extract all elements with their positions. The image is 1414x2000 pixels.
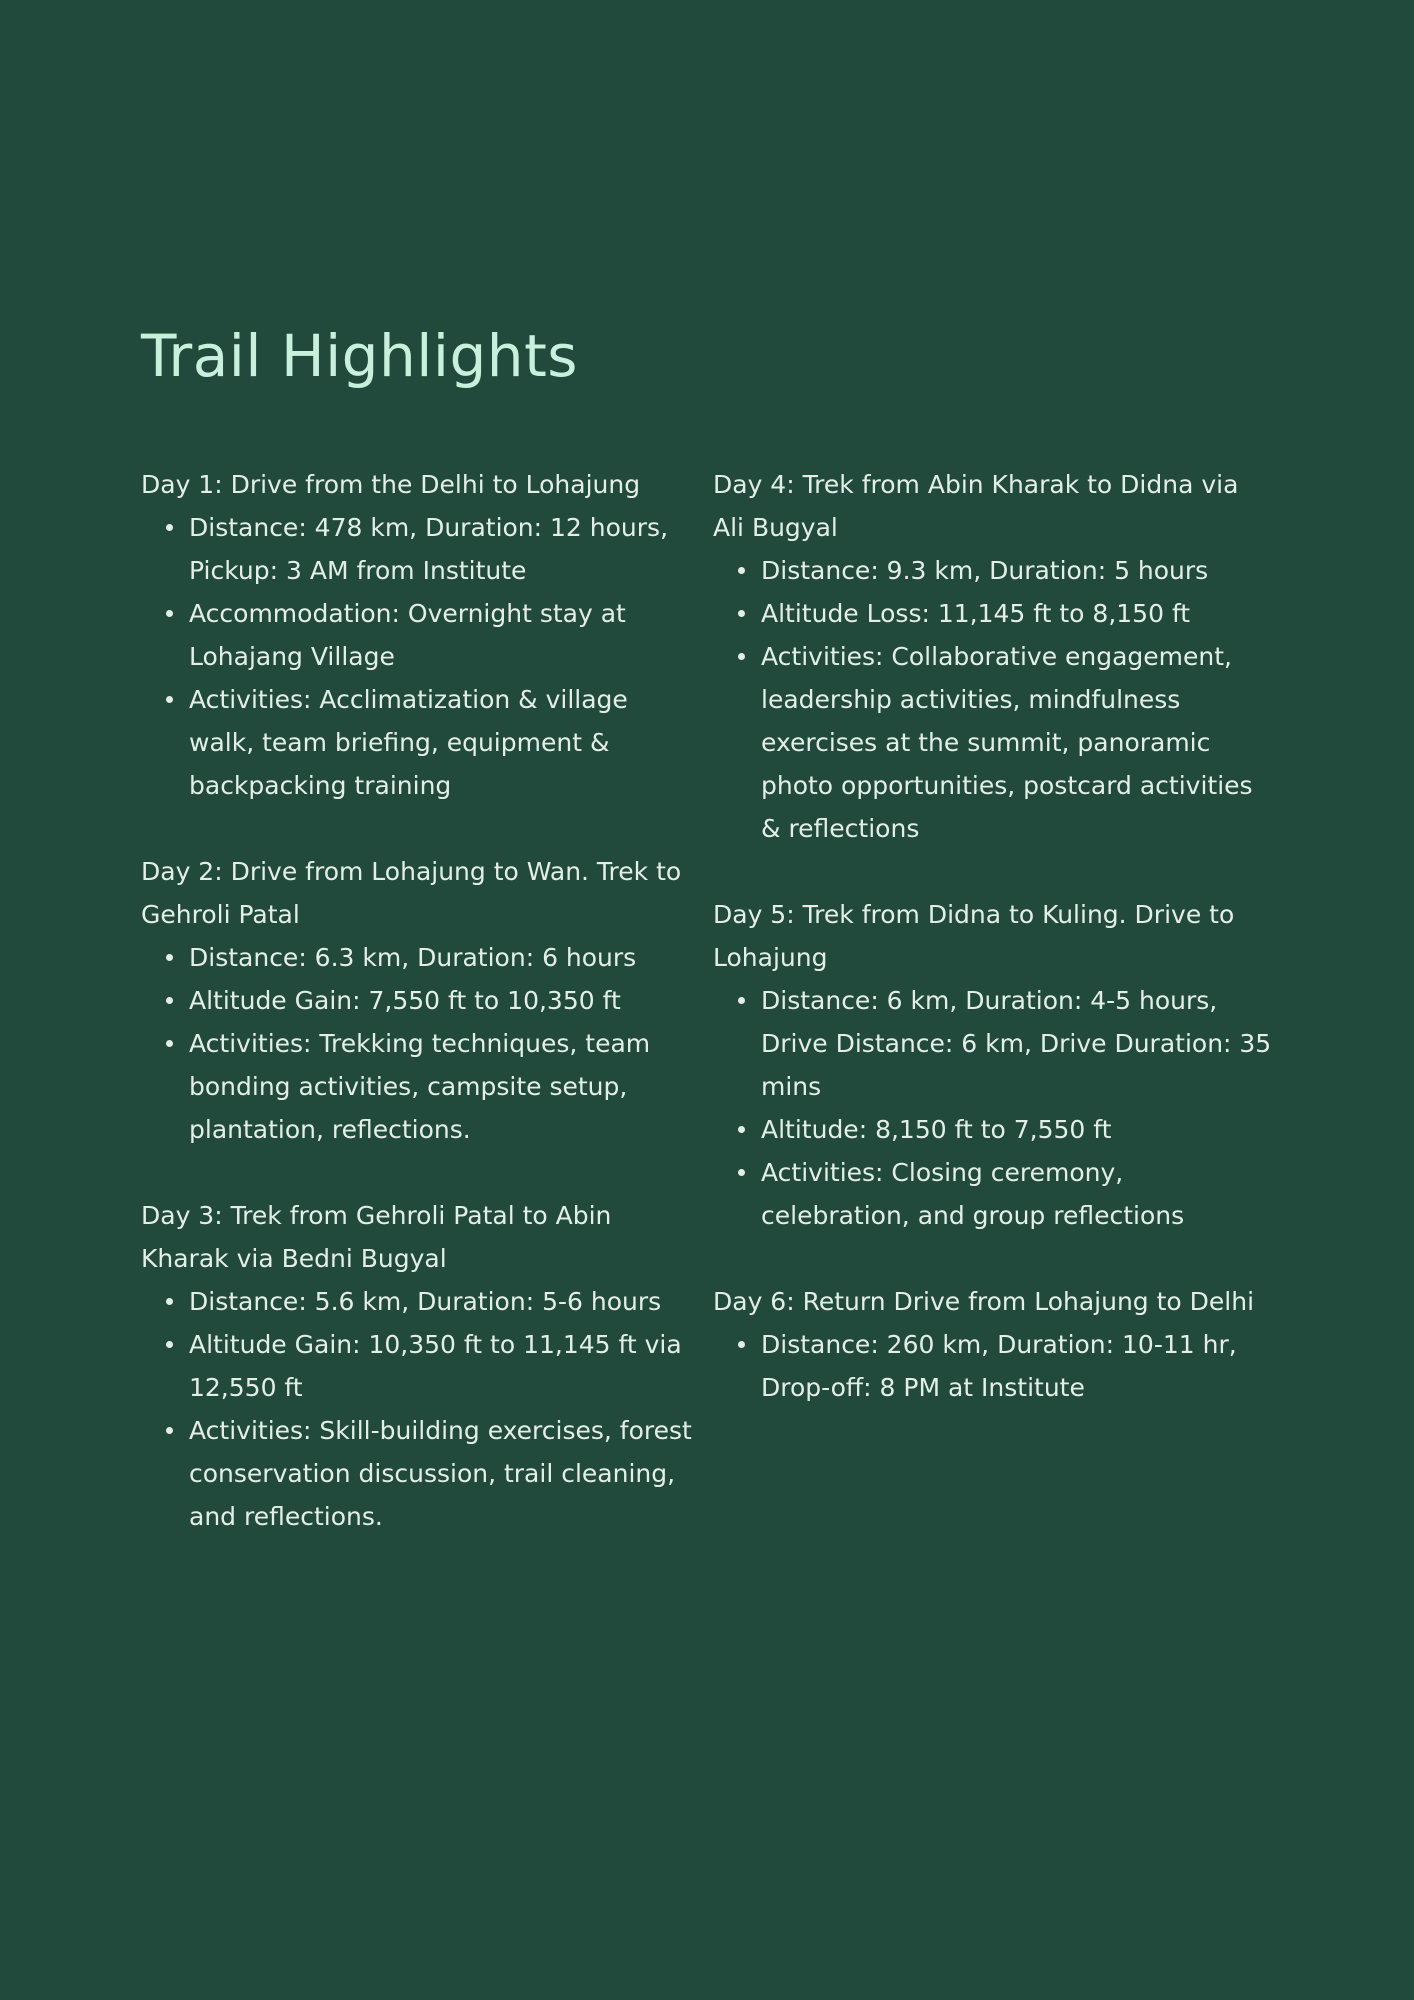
list-item: Activities: Acclimatization & village walk, team briefing, equipment & backpacking training: [189, 678, 693, 807]
day-6-block: [713, 1280, 1273, 1409]
itinerary-column-left: [141, 463, 693, 1581]
day-5-list: [713, 979, 1273, 1237]
list-item: Altitude Gain: 10,350 ft to 11,145 ft via 12,550 ft: [189, 1323, 693, 1409]
page-title: Trail Highlights: [141, 322, 579, 390]
day-2-block: [141, 850, 693, 1151]
list-item: Activities: Skill-building exercises, forest conservation discussion, trail cleaning, and reflections.: [189, 1409, 693, 1538]
list-item: Activities: Closing ceremony, celebration, and group reflections: [761, 1151, 1273, 1237]
list-item: Distance: 5.6 km, Duration: 5-6 hours: [189, 1280, 693, 1323]
day-4-heading: Day 4: Trek from Abin Kharak to Didna via Ali Bugyal: [713, 470, 1239, 542]
day-1-block: [141, 463, 693, 807]
day-5-heading: Day 5: Trek from Didna to Kuling. Drive to Lohajung: [713, 900, 1235, 972]
day-5-block: [713, 893, 1273, 1237]
day-3-list: [141, 1280, 693, 1538]
list-item: Distance: 6.3 km, Duration: 6 hours: [189, 936, 693, 979]
day-4-list: [713, 549, 1273, 850]
list-item: Altitude Gain: 7,550 ft to 10,350 ft: [189, 979, 693, 1022]
list-item: Activities: Trekking techniques, team bonding activities, campsite setup, plantation, reflections.: [189, 1022, 693, 1151]
list-item: Altitude Loss: 11,145 ft to 8,150 ft: [761, 592, 1273, 635]
day-1-heading: Day 1: Drive from the Delhi to Lohajung: [141, 470, 641, 499]
list-item: Altitude: 8,150 ft to 7,550 ft: [761, 1108, 1273, 1151]
day-1-list: [141, 506, 693, 807]
day-3-heading: Day 3: Trek from Gehroli Patal to Abin Kharak via Bedni Bugyal: [141, 1201, 612, 1273]
day-6-list: [713, 1323, 1273, 1409]
itinerary-column-right: [713, 463, 1273, 1452]
day-2-heading: Day 2: Drive from Lohajung to Wan. Trek to Gehroli Patal: [141, 857, 682, 929]
day-6-heading: Day 6: Return Drive from Lohajung to Delhi: [713, 1287, 1255, 1316]
list-item: Distance: 260 km, Duration: 10-11 hr, Drop-off: 8 PM at Institute: [761, 1323, 1273, 1409]
day-3-block: [141, 1194, 693, 1538]
list-item: Distance: 478 km, Duration: 12 hours, Pickup: 3 AM from Institute: [189, 506, 693, 592]
day-2-list: [141, 936, 693, 1151]
list-item: Distance: 6 km, Duration: 4-5 hours, Drive Distance: 6 km, Drive Duration: 35 mins: [761, 979, 1273, 1108]
list-item: Activities: Collaborative engagement, leadership activities, mindfulness exercises at the summit, panoramic photo opportunities, postcard activities & reflections: [761, 635, 1273, 850]
list-item: Accommodation: Overnight stay at Lohajang Village: [189, 592, 693, 678]
list-item: Distance: 9.3 km, Duration: 5 hours: [761, 549, 1273, 592]
day-4-block: [713, 463, 1273, 850]
